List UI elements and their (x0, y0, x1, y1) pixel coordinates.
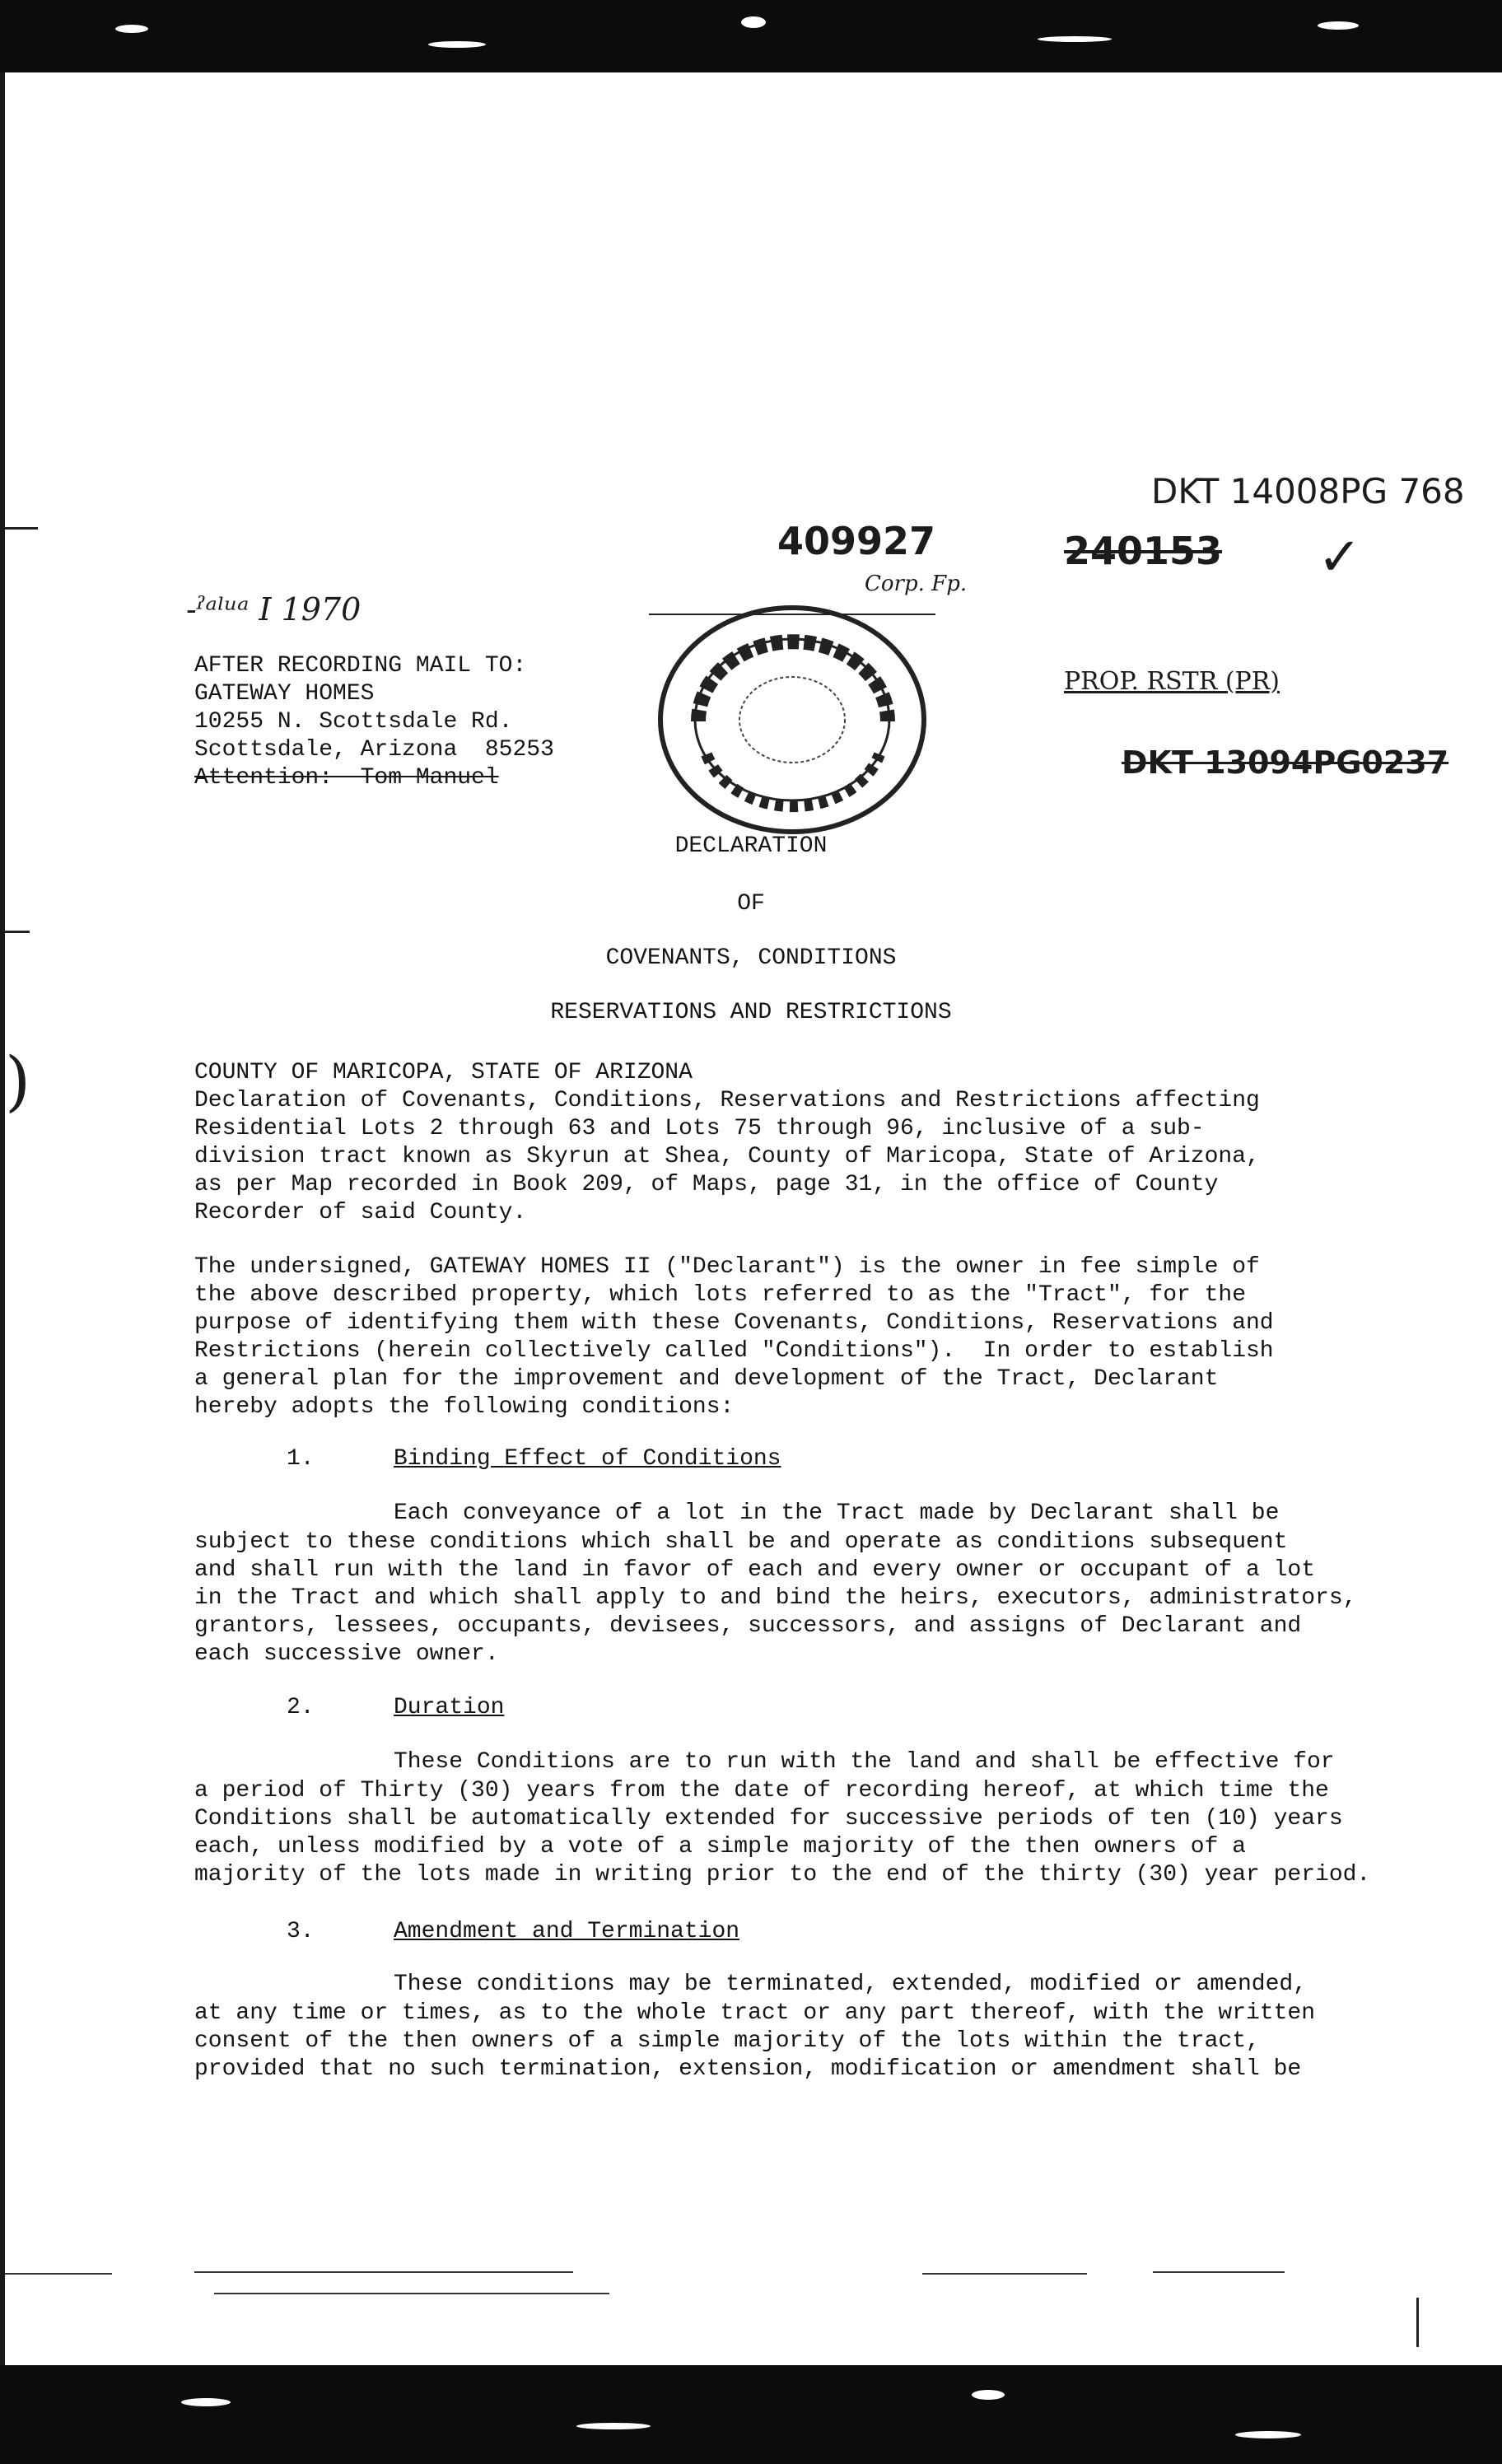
margin-tick (1416, 2298, 1419, 2347)
intro-line: as per Map recorded in Book 209, of Maps, page 31, in the office of County (194, 1172, 1219, 1197)
declarant-line: a general plan for the improvement and development of the Tract, Declarant (194, 1366, 1219, 1392)
check-mark: ✓ (1318, 527, 1362, 588)
bleed-through-mark (214, 2293, 609, 2294)
intro-line: division tract known as Skyrun at Shea, County of Maricopa, State of Arizona, (194, 1144, 1260, 1169)
declarant-line: hereby adopts the following conditions: (194, 1394, 735, 1420)
mail-to-label: AFTER RECORDING MAIL TO: (194, 653, 527, 679)
title-of: OF (737, 891, 765, 917)
margin-tick (5, 931, 30, 933)
section-line: grantors, lessees, occupants, devisees, successors, and assigns of Declarant and (194, 1613, 1302, 1639)
mail-to-company: GATEWAY HOMES (194, 681, 375, 707)
section-first-line: These conditions may be terminated, extended, modified or amended, (394, 1972, 1307, 1997)
section-line: majority of the lots made in writing prior to the end of the thirty (30) year period. (194, 1862, 1371, 1888)
declarant-line: purpose of identifying them with these Covenants, Conditions, Reservations and (194, 1310, 1274, 1336)
section-line: Conditions shall be automatically extended for successive periods of ten (10) years (194, 1806, 1343, 1832)
section-number: 1. (287, 1446, 315, 1472)
declarant-line: the above described property, which lots referred to as the "Tract", for the (194, 1282, 1247, 1308)
section-number: 3. (287, 1919, 315, 1944)
docket-number-bottom: DKT 13094PG0237 (1122, 744, 1449, 781)
scan-border-left (0, 72, 5, 2365)
scan-border-top (0, 0, 1502, 72)
section-line: and shall run with the land in favor of each and every owner or occupant of a lot (194, 1557, 1316, 1583)
declarant-line: The undersigned, GATEWAY HOMES II ("Declarant") is the owner in fee simple of (194, 1254, 1260, 1280)
declarant-line: Restrictions (herein collectively called "Conditions"). In order to establish (194, 1338, 1274, 1364)
mail-to-attention: Attention: Tom Manuel (194, 765, 499, 791)
county-seal (649, 598, 935, 842)
section-line: in the Tract and which shall apply to and bind the heirs, executors, administrators, (194, 1585, 1357, 1611)
intro-line: Declaration of Covenants, Conditions, Reservations and Restrictions affecting (194, 1088, 1260, 1113)
scan-border-bottom (0, 2365, 1502, 2464)
section-line: provided that no such termination, extension, modification or amendment shall be (194, 2056, 1302, 2082)
prop-rstr-note: PROP. RSTR (PR) (1064, 667, 1280, 696)
intro-line: Residential Lots 2 through 63 and Lots 75 through 96, inclusive of a sub- (194, 1116, 1205, 1141)
bleed-through-mark (5, 2273, 112, 2275)
mail-to-street: 10255 N. Scottsdale Rd. (194, 709, 513, 735)
section-line: a period of Thirty (30) years from the date of recording hereof, at which time the (194, 1778, 1329, 1804)
section-first-line: Each conveyance of a lot in the Tract made by Declarant shall be (394, 1500, 1280, 1526)
margin-tick (5, 527, 38, 530)
docket-number-top: DKT 14008PG 768 (1151, 471, 1465, 511)
bleed-through-mark (1153, 2271, 1285, 2273)
handwritten-note: -ˀᵃˡᵘᵃ I 1970 (186, 591, 362, 628)
section-line: at any time or times, as to the whole tract or any part thereof, with the written (194, 2000, 1316, 2026)
intro-line: Recorder of said County. (194, 1200, 527, 1225)
county-line: COUNTY OF MARICOPA, STATE OF ARIZONA (194, 1060, 693, 1085)
section-title: Amendment and Termination (394, 1919, 740, 1944)
section-line: each, unless modified by a vote of a simple majority of the then owners of a (194, 1834, 1247, 1860)
section-first-line: These Conditions are to run with the land and shall be effective for (394, 1749, 1335, 1775)
margin-scribble: ) (5, 1043, 31, 1119)
section-title: Binding Effect of Conditions (394, 1446, 781, 1472)
title-declaration: DECLARATION (674, 833, 828, 859)
title-covenants: COVENANTS, CONDITIONS (605, 945, 897, 971)
section-line: subject to these conditions which shall be and operate as conditions subsequent (194, 1529, 1288, 1555)
title-reservations: RESERVATIONS AND RESTRICTIONS (550, 1000, 952, 1025)
bleed-through-mark (922, 2273, 1087, 2275)
section-title: Duration (394, 1695, 505, 1720)
struck-number: 240153 (1064, 529, 1223, 573)
document-number: 409927 (777, 519, 936, 563)
bleed-through-mark (194, 2271, 573, 2273)
mail-to-city: Scottsdale, Arizona 85253 (194, 737, 554, 763)
section-line: each successive owner. (194, 1641, 499, 1667)
corp-note: Corp. Fp. (865, 572, 968, 596)
section-line: consent of the then owners of a simple majority of the lots within the tract, (194, 2028, 1260, 2054)
section-number: 2. (287, 1695, 315, 1720)
